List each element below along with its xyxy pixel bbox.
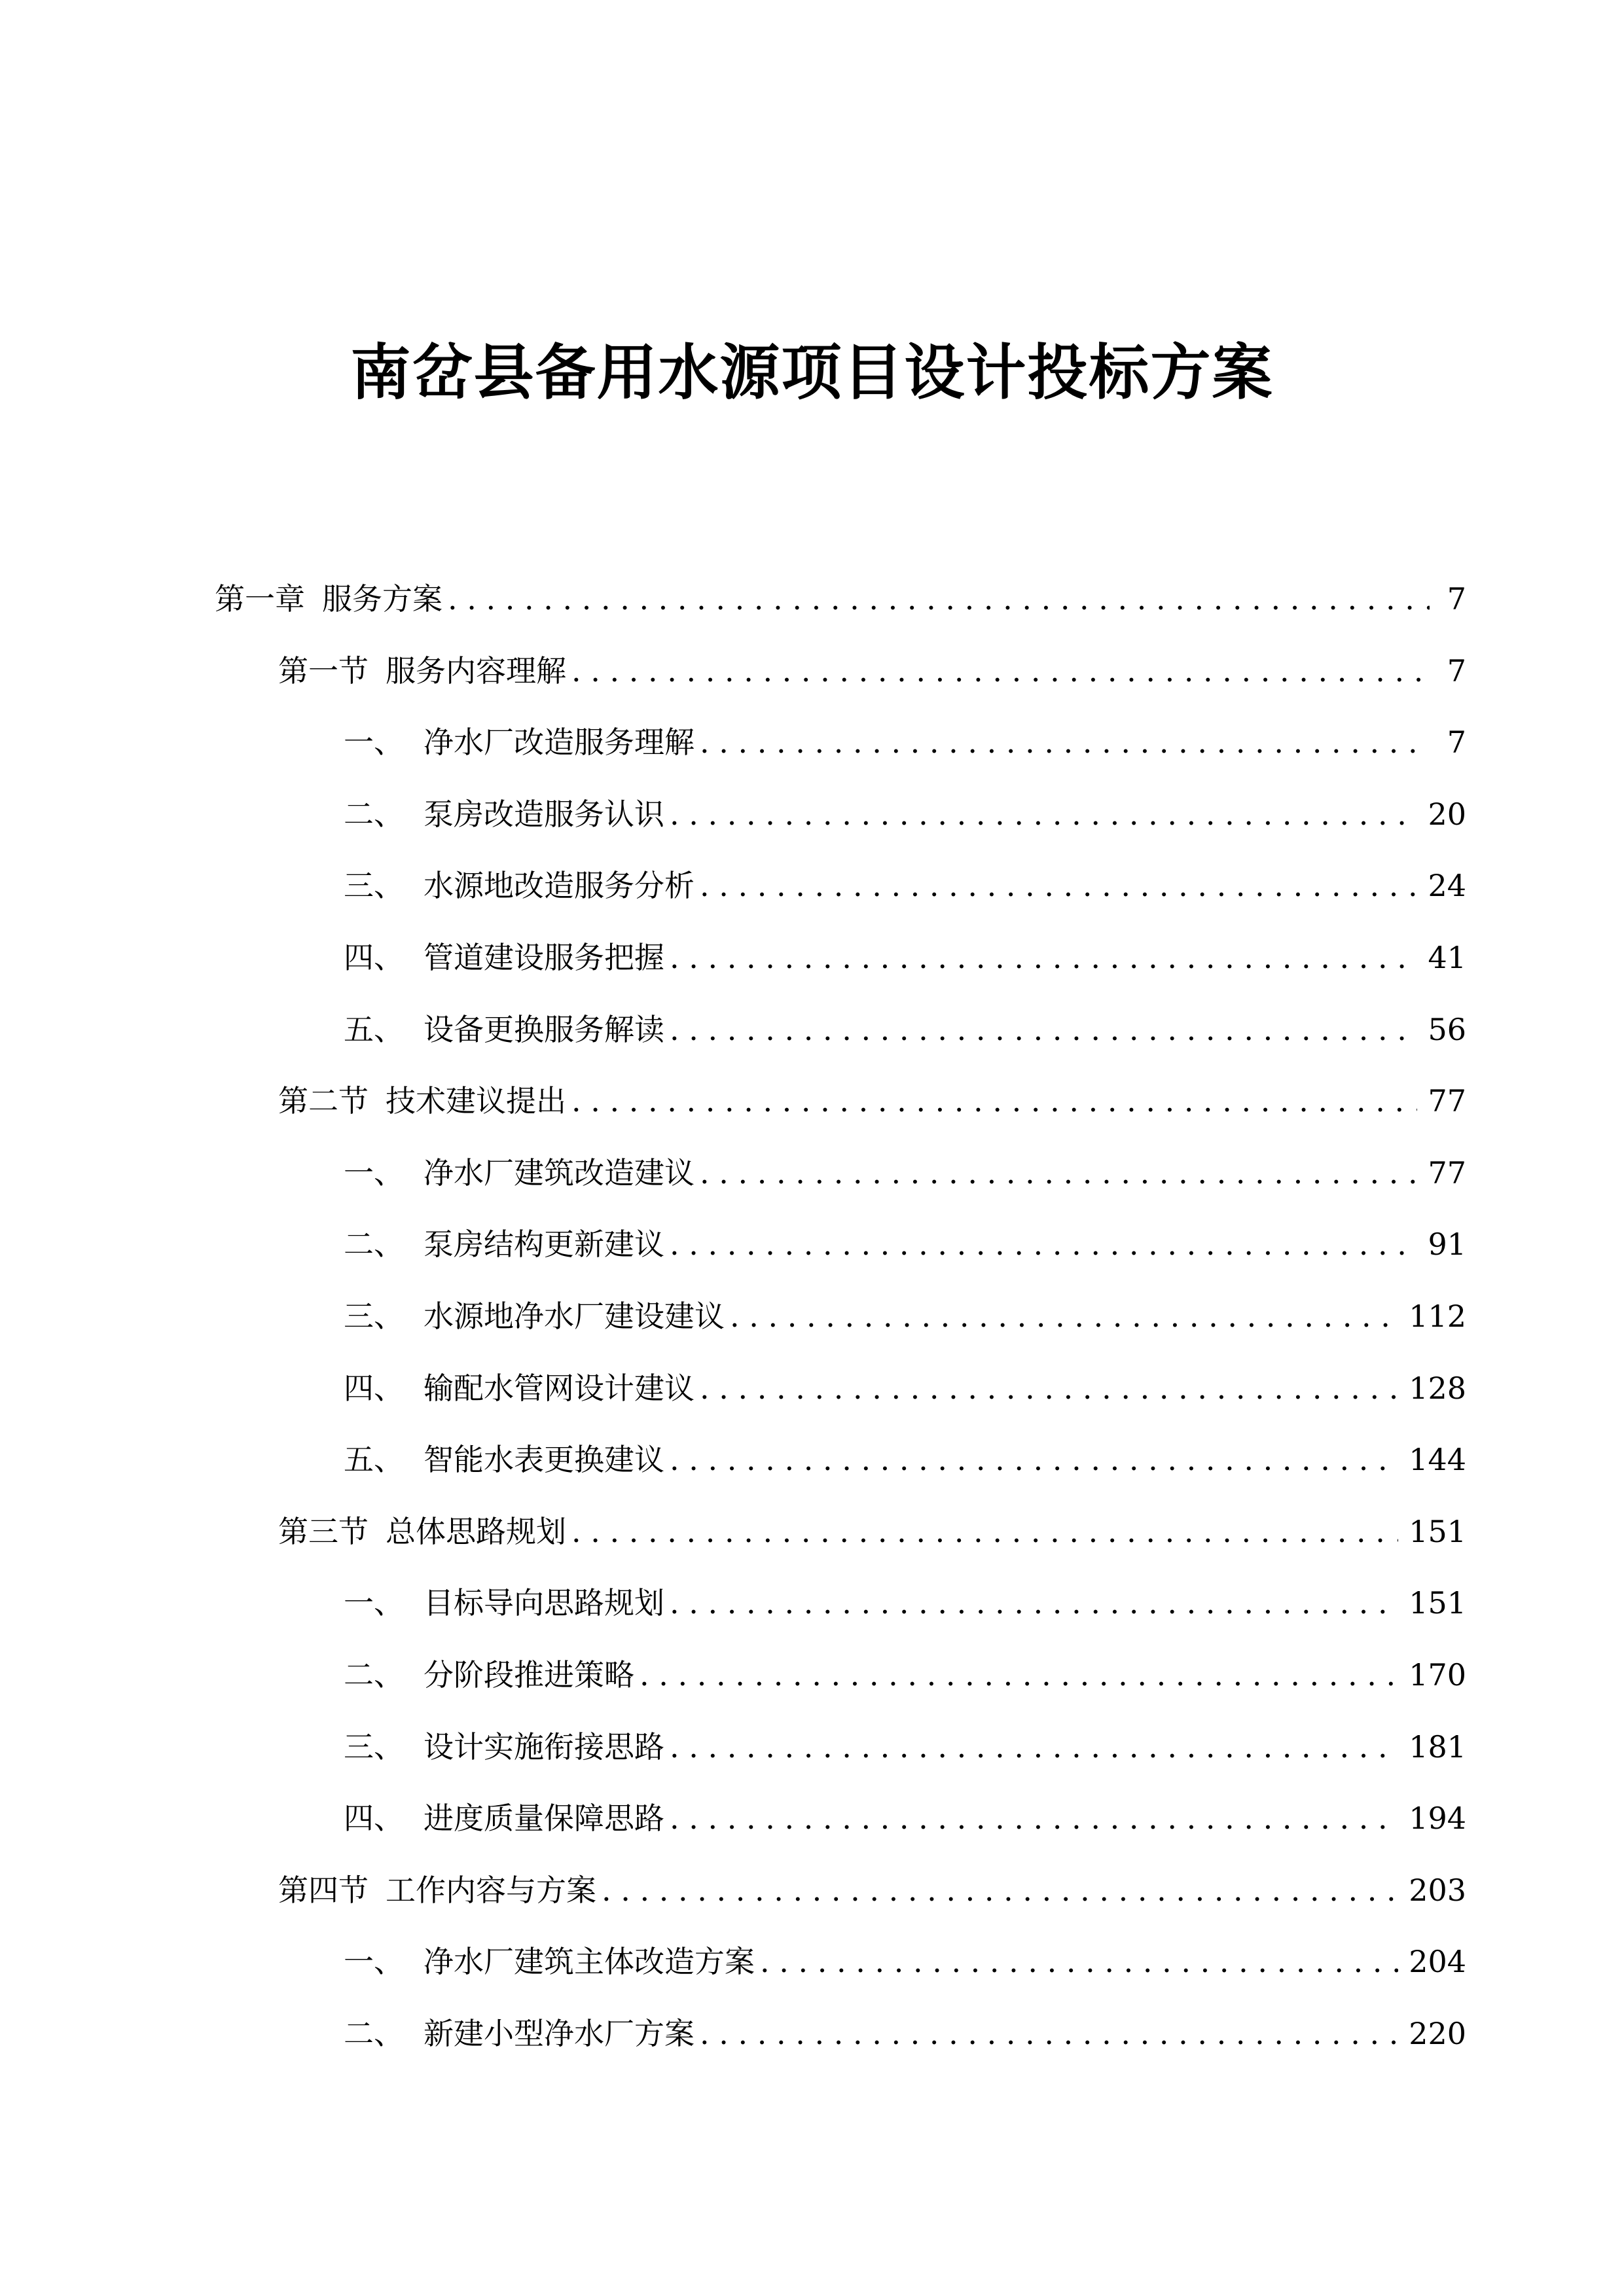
toc-dot-leader	[700, 2007, 1398, 2060]
toc-entry-title: 技术建议提出	[386, 1083, 566, 1119]
toc-entry[interactable]	[344, 1433, 1466, 1486]
toc-entry[interactable]	[344, 1003, 1466, 1056]
toc-entry-title: 泵房结构更新建议	[424, 1227, 664, 1263]
toc-entry-title: 设计实施衔接思路	[424, 1729, 664, 1765]
toc-page-number: 203	[1409, 1872, 1466, 1908]
toc-entry[interactable]	[344, 1649, 1466, 1701]
toc-entry[interactable]	[344, 1577, 1466, 1629]
toc-page-number: 77	[1428, 1083, 1466, 1119]
toc-entry-title: 水源地净水厂建设建议	[424, 1299, 725, 1334]
toc-dot-leader	[700, 1362, 1398, 1414]
toc-entry[interactable]	[344, 1721, 1466, 1773]
toc-entry[interactable]	[278, 1864, 1466, 1916]
toc-entry-title: 设备更换服务解读	[424, 1011, 664, 1047]
toc-page-number: 7	[1447, 653, 1466, 689]
toc-entry-number: 二、	[344, 796, 404, 832]
toc-dot-leader	[670, 1792, 1398, 1844]
toc-page-number: 194	[1409, 1801, 1466, 1837]
toc-entry-number: 四、	[344, 1370, 404, 1406]
toc-entry[interactable]	[344, 1218, 1466, 1270]
toc-entry[interactable]	[344, 1362, 1466, 1414]
toc-entry-number: 二、	[344, 1227, 404, 1263]
toc-entry-title: 目标导向思路规划	[424, 1585, 664, 1621]
toc-dot-leader	[700, 716, 1430, 768]
toc-dot-leader	[571, 1075, 1417, 1127]
toc-entry-title: 净水厂建筑改造建议	[424, 1155, 695, 1191]
toc-dot-leader	[700, 1147, 1417, 1199]
toc-entry[interactable]	[278, 1505, 1466, 1558]
toc-entry-title: 水源地改造服务分析	[424, 868, 695, 904]
document-title: 南岔县备用水源项目设计投标方案	[350, 338, 1274, 408]
toc-entry[interactable]	[344, 931, 1466, 984]
toc-entry-title: 新建小型净水厂方案	[424, 2016, 695, 2051]
toc-entry-number: 二、	[344, 2016, 404, 2051]
toc-dot-leader	[640, 1649, 1398, 1701]
toc-entry-number: 第一章	[215, 581, 305, 617]
toc-page-number: 7	[1447, 581, 1466, 617]
toc-entry-title: 输配水管网设计建议	[424, 1370, 695, 1406]
toc-dot-leader	[670, 1577, 1398, 1629]
toc-entry[interactable]	[344, 1290, 1466, 1342]
toc-entry-number: 五、	[344, 1011, 404, 1047]
toc-dot-leader	[760, 1935, 1398, 1988]
toc-entry[interactable]	[215, 573, 1466, 625]
toc-entry[interactable]	[344, 2007, 1466, 2060]
toc-entry-number: 第四节	[278, 1872, 369, 1908]
toc-dot-leader	[670, 931, 1417, 984]
toc-entry-number: 四、	[344, 940, 404, 975]
toc-entry-title: 分阶段推进策略	[424, 1657, 634, 1693]
toc-entry-number: 第一节	[278, 653, 369, 689]
toc-entry[interactable]	[344, 1147, 1466, 1199]
toc-entry-number: 三、	[344, 1299, 404, 1334]
toc-dot-leader	[730, 1290, 1398, 1342]
toc-page-number: 220	[1409, 2016, 1466, 2051]
toc-entry[interactable]	[344, 1792, 1466, 1844]
toc-page-number: 77	[1428, 1155, 1466, 1191]
toc-dot-leader	[571, 645, 1430, 697]
toc-entry-title: 进度质量保障思路	[424, 1801, 664, 1837]
toc-dot-leader	[670, 1218, 1417, 1270]
toc-page-number: 41	[1428, 940, 1466, 975]
toc-entry-number: 三、	[344, 868, 404, 904]
toc-entry-number: 一、	[344, 1155, 404, 1191]
toc-entry[interactable]	[344, 788, 1466, 840]
toc-entry[interactable]	[278, 1075, 1466, 1127]
toc-entry-number: 一、	[344, 1944, 404, 1980]
toc-entry-number: 第二节	[278, 1083, 369, 1119]
toc-entry-title: 净水厂改造服务理解	[424, 725, 695, 761]
toc-entry[interactable]	[278, 645, 1466, 697]
toc-entry-number: 三、	[344, 1729, 404, 1765]
toc-entry[interactable]	[344, 1935, 1466, 1988]
toc-page-number: 151	[1409, 1513, 1466, 1549]
toc-page-number: 204	[1409, 1944, 1466, 1980]
toc-page-number: 112	[1409, 1299, 1466, 1334]
toc-entry-title: 泵房改造服务认识	[424, 796, 664, 832]
toc-page-number: 56	[1428, 1011, 1466, 1047]
toc-page-number: 144	[1409, 1442, 1466, 1478]
toc-entry-title: 工作内容与方案	[386, 1872, 596, 1908]
toc-dot-leader	[448, 573, 1430, 625]
toc-entry-number: 二、	[344, 1657, 404, 1693]
toc-dot-leader	[670, 1721, 1398, 1773]
toc-page-number: 24	[1428, 868, 1466, 904]
toc-page-number: 181	[1409, 1729, 1466, 1765]
toc-entry-number: 一、	[344, 725, 404, 761]
toc-dot-leader	[700, 859, 1417, 912]
toc-page-number: 151	[1409, 1585, 1466, 1621]
toc-page-number: 20	[1428, 796, 1466, 832]
toc-entry-title: 服务方案	[322, 581, 442, 617]
toc-dot-leader	[571, 1505, 1398, 1558]
toc-page-number: 7	[1447, 725, 1466, 761]
toc-entry[interactable]	[344, 716, 1466, 768]
toc-entry[interactable]	[344, 859, 1466, 912]
toc-entry-title: 管道建设服务把握	[424, 940, 664, 975]
toc-entry-title: 净水厂建筑主体改造方案	[424, 1944, 755, 1980]
toc-dot-leader	[670, 1433, 1398, 1486]
toc-page-number: 128	[1409, 1370, 1466, 1406]
toc-dot-leader	[670, 1003, 1417, 1056]
toc-entry-number: 四、	[344, 1801, 404, 1837]
toc-dot-leader	[670, 788, 1417, 840]
toc-entry-number: 第三节	[278, 1513, 369, 1549]
toc-page-number: 170	[1409, 1657, 1466, 1693]
toc-page-number: 91	[1428, 1227, 1466, 1263]
toc-entry-title: 服务内容理解	[386, 653, 566, 689]
toc-entry-number: 一、	[344, 1585, 404, 1621]
toc-dot-leader	[602, 1864, 1398, 1916]
toc-entry-title: 智能水表更换建议	[424, 1442, 664, 1478]
toc-entry-title: 总体思路规划	[386, 1513, 566, 1549]
toc-entry-number: 五、	[344, 1442, 404, 1478]
